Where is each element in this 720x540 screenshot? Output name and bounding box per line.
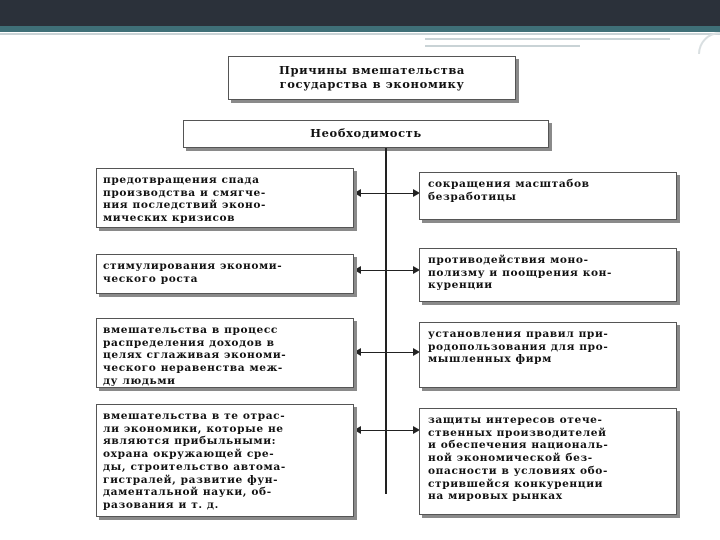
decorative-line <box>425 38 670 40</box>
connector-left-3 <box>357 352 385 353</box>
reason-box-right-4: защиты интересов отече- ственных производителей и обеспечения националь- ной экономической без- опасности в условиях обо- стрившейся конкуренции на мировых рынках <box>419 408 677 515</box>
connector-right-4 <box>386 430 416 431</box>
reason-box-right-3: установления правил при- родопользования для про- мышленных фирм <box>419 322 677 388</box>
arrow-left-icon <box>354 348 361 356</box>
arrow-left-icon <box>354 426 361 434</box>
reason-box-right-2: противодействия моно- полизму и поощрения кон- куренции <box>419 248 677 302</box>
slide-accent-bar <box>0 26 720 32</box>
decorative-line <box>425 45 580 47</box>
decorative-curve <box>698 32 720 54</box>
arrow-left-icon <box>354 266 361 274</box>
necessity-box: Необходимость <box>183 120 549 148</box>
reason-box-left-4: вмешательства в те отрас- ли экономики, которые не являются прибыльными: охрана окружающей сре- ды, строительство автома- гистралей, развитие фун- даментальной науки, об- разования и т. д. <box>96 404 354 517</box>
connector-left-4 <box>357 430 385 431</box>
decorative-line <box>0 33 720 35</box>
connector-left-2 <box>357 270 385 271</box>
connector-right-3 <box>386 352 416 353</box>
connector-right-1 <box>386 193 416 194</box>
arrow-left-icon <box>354 189 361 197</box>
reason-box-right-1: сокращения масштабов безработицы <box>419 172 677 220</box>
connector-right-2 <box>386 270 416 271</box>
reason-box-left-2: стимулирования экономи- ческого роста <box>96 254 354 294</box>
reason-box-left-1: предотвращения спада производства и смягче- ния последствий эконо- мических кризисов <box>96 168 354 228</box>
connector-trunk <box>385 148 387 494</box>
reason-box-left-3: вмешательства в процесс распределения доходов в целях сглаживая экономи- ческого неравенства меж- ду людьми <box>96 318 354 388</box>
connector-left-1 <box>357 193 385 194</box>
diagram-title: Причины вмешательства государства в экономику <box>228 56 516 100</box>
